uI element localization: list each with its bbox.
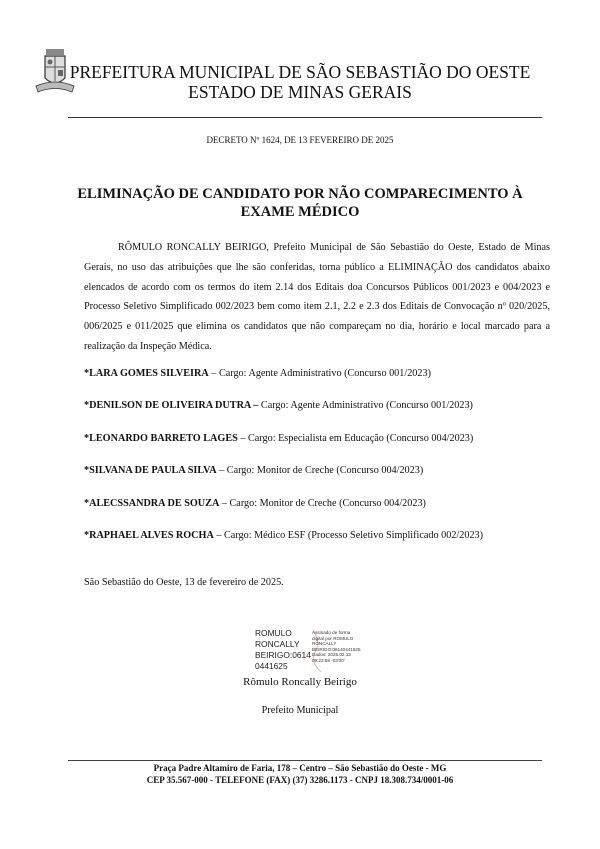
candidate-name: *LEONARDO BARRETO LAGES [84, 433, 238, 444]
candidate-detail: – Cargo: Monitor de Creche (Concurso 004/2023) [219, 498, 426, 509]
header-subtitle: ESTADO DE MINAS GERAIS [188, 82, 412, 102]
candidate-name: *DENILSON DE OLIVEIRA DUTRA – [84, 400, 259, 411]
digital-signature [255, 628, 375, 674]
candidate-item [84, 529, 483, 543]
candidate-detail: – Cargo: Médico ESF (Processo Seletivo Simplificado 002/2023) [213, 530, 484, 541]
candidate-name: *SILVANA DE PAULA SILVA [84, 465, 217, 476]
footer-divider [68, 760, 542, 761]
title-line-2: EXAME MÉDICO [240, 204, 360, 220]
candidate-detail: Cargo: Agente Administrativo (Concurso 001/2023) [258, 400, 473, 411]
candidate-detail: – Cargo: Monitor de Creche (Concurso 004/2023) [216, 465, 424, 476]
signer-role: Prefeito Municipal [261, 705, 339, 716]
candidate-detail: – Cargo: Agente Administrativo (Concurso 001/2023) [208, 368, 431, 379]
candidate-name: *RAPHAEL ALVES ROCHA [84, 530, 214, 541]
title-line-1: ELIMINAÇÃO DE CANDIDATO POR NÃO COMPARECIMENTO À [77, 186, 523, 202]
body-paragraph: RÔMULO RONCALLY BEIRIGO, Prefeito Municipal de São Sebastião do Oeste, Estado de Minas Gerais, no uso das atribuições que lhe são conferidas, torna público a ELIMINAÇÃO dos candidatos abaixo elencados de acordo com os termos do item 2.14 dos Editais doa Concursos Públicos 001/2023 e 004/2023 e Processo Seletivo Simplificado 002/2023 bem como item 2.1, 2.2 e 2.3 dos Editais de Convocação nº 020/2025, 006/2025 e 011/2025 que elimina os candidatos que não compareçam no dia, horário e local marcado para a realização da Inspeção Médica. [84, 242, 550, 352]
signer-name: Rômulo Roncally Beirigo [243, 676, 357, 688]
signature-details: Assinado de forma digital por ROMULO RONCALLY BEIRIGO:06140441625 Dados: 2025.02.13 09:23:58 -03'00' [312, 630, 361, 663]
place-date: São Sebastião do Oeste, 13 de fevereiro de 2025. [84, 577, 284, 588]
document-title [60, 185, 540, 221]
candidate-name: *LARA GOMES SILVEIRA [84, 368, 209, 379]
candidate-item [84, 464, 423, 478]
decree-number: DECRETO Nº 1624, DE 13 FEVEREIRO DE 2025 [206, 135, 394, 145]
candidate-item [84, 432, 473, 446]
candidate-detail: – Cargo: Especialista em Educação (Concurso 004/2023) [237, 433, 474, 444]
candidate-item [84, 497, 426, 511]
header-divider [68, 117, 542, 118]
candidate-item [84, 399, 473, 413]
signature-name: ROMULO RONCALLY BEIRIGO:0614 0441625 [255, 628, 311, 671]
header-title: PREFEITURA MUNICIPAL DE SÃO SEBASTIÃO DO OESTE [69, 62, 531, 82]
candidate-name: *ALECSSANDRA DE SOUZA [84, 498, 220, 509]
candidate-item [84, 367, 431, 381]
footer-contact: CEP 35.567-000 - TELEFONE (FAX) (37) 3286.1173 - CNPJ 18.308.734/0001-06 [146, 775, 454, 785]
footer-address: Praça Padre Altamiro de Faria, 178 – Centro – São Sebastião do Oeste - MG [153, 763, 447, 773]
